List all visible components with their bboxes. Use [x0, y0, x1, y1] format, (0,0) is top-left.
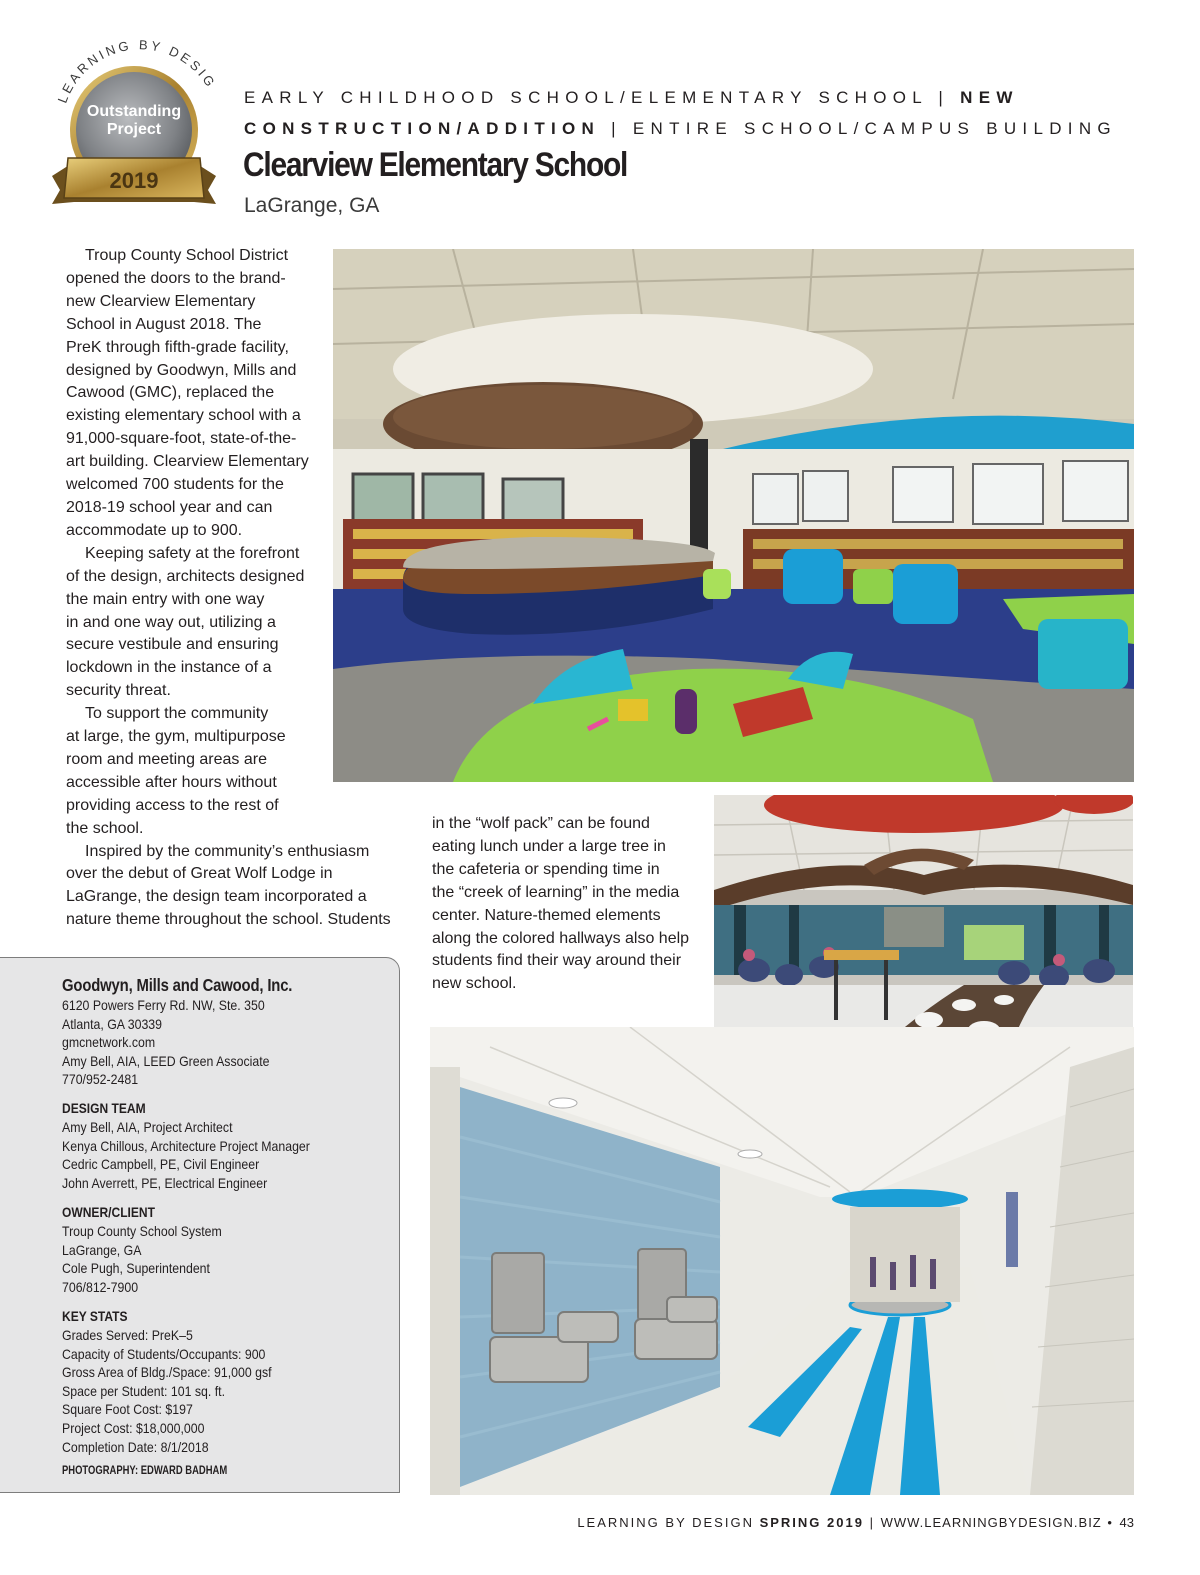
text-line: at large, the gym, multipurpose — [66, 728, 286, 746]
text-line: welcomed 700 students for the — [66, 476, 284, 494]
key-stats-heading: KEY STATS — [62, 1308, 128, 1324]
text-line: existing elementary school with a — [66, 407, 301, 425]
text-line: LaGrange, the design team incorporated a — [66, 888, 367, 906]
article-column-2 — [432, 813, 704, 996]
stat-line: Square Foot Cost: $197 — [62, 1401, 193, 1418]
firm-phone: 770/952-2481 — [62, 1071, 139, 1088]
article-location: LaGrange, GA — [244, 194, 380, 217]
category-regular-2: | ENTIRE SCHOOL/CAMPUS BUILDING — [600, 119, 1117, 138]
firm-city: Atlanta, GA 30339 — [62, 1015, 163, 1032]
team-member: Kenya Chillous, Architecture Project Manager — [62, 1137, 310, 1154]
text-line: the school. — [66, 819, 144, 837]
text-line: Inspired by the community’s enthusiasm — [85, 842, 370, 860]
text-line: secure vestibule and ensuring — [66, 636, 279, 654]
hallway-photo — [430, 1027, 1134, 1495]
category-bold-1: NEW — [960, 88, 1019, 107]
text-line: in and one way out, utilizing a — [66, 613, 276, 631]
owner-list — [62, 1222, 222, 1296]
stat-line: Completion Date: 8/1/2018 — [62, 1438, 209, 1455]
badge-label-2: Project — [106, 121, 162, 138]
text-line: new Clearview Elementary — [66, 292, 256, 310]
owner-line: LaGrange, GA — [62, 1241, 142, 1258]
stat-line: Grades Served: PreK–5 — [62, 1327, 193, 1343]
text-line: School in August 2018. The — [66, 315, 262, 333]
owner-line: Cole Pugh, Superintendent — [62, 1260, 210, 1277]
award-badge — [44, 34, 224, 214]
stat-line: Capacity of Students/Occupants: 900 — [62, 1345, 266, 1362]
footer-publication: LEARNING BY DESIGN — [577, 1515, 760, 1530]
text-line: To support the community — [85, 705, 269, 723]
stat-line: Project Cost: $18,000,000 — [62, 1419, 205, 1436]
text-line: accessible after hours without — [66, 773, 277, 791]
design-team-list — [62, 1118, 310, 1192]
key-stats-list — [62, 1326, 272, 1456]
text-line: providing access to the rest of — [66, 796, 279, 814]
category-line-2 — [244, 119, 1117, 139]
article-title: Clearview Elementary School — [243, 146, 628, 184]
category-line-1 — [244, 88, 1019, 108]
text-line: PreK through fifth-grade facility, — [66, 338, 289, 356]
owner-heading: OWNER/CLIENT — [62, 1204, 155, 1220]
page-footer — [577, 1515, 1134, 1530]
text-line: Troup County School District — [85, 247, 289, 264]
text-line: center. Nature-themed elements — [432, 906, 661, 924]
text-line: security threat. — [66, 682, 171, 700]
text-line: of the design, architects designed — [66, 567, 305, 585]
text-line: eating lunch under a large tree in — [432, 837, 666, 855]
text-line: over the debut of Great Wolf Lodge in — [66, 865, 333, 883]
text-line: 91,000-square-foot, state-of-the- — [66, 430, 297, 448]
owner-line: Troup County School System — [62, 1223, 222, 1239]
page-number: 43 — [1119, 1515, 1134, 1530]
text-line: accommodate up to 900. — [66, 521, 243, 539]
text-line: the main entry with one way — [66, 590, 265, 608]
text-line: Cawood (GMC), replaced the — [66, 384, 275, 402]
badge-arc-text: LEARNING BY DESIG — [54, 37, 220, 106]
firm-name: Goodwyn, Mills and Cawood, Inc. — [62, 975, 293, 995]
text-line: art building. Clearview Elementary — [66, 453, 309, 471]
firm-address: 6120 Powers Ferry Rd. NW, Ste. 350 — [62, 997, 265, 1013]
badge-year: 2019 — [109, 168, 159, 193]
firm-contact: Amy Bell, AIA, LEED Green Associate — [62, 1052, 270, 1069]
team-member: Amy Bell, AIA, Project Architect — [62, 1119, 233, 1135]
text-line: opened the doors to the brand- — [66, 269, 286, 287]
footer-separator: | — [863, 1515, 881, 1530]
text-line: students find their way around their — [432, 952, 682, 970]
category-regular-1: EARLY CHILDHOOD SCHOOL/ELEMENTARY SCHOOL | — [244, 88, 961, 107]
firm-details — [62, 996, 269, 1089]
footer-issue: SPRING 2019 — [759, 1515, 864, 1530]
text-line: along the colored hallways also help — [432, 929, 690, 947]
firm-website: gmcnetwork.com — [62, 1034, 156, 1051]
text-line: new school. — [432, 975, 517, 993]
text-line: Keeping safety at the forefront — [85, 544, 300, 562]
text-line: the “creek of learning” in the media — [432, 883, 680, 901]
team-member: John Averrett, PE, Electrical Engineer — [62, 1174, 268, 1191]
footer-bullet: • — [1101, 1515, 1120, 1530]
design-team-heading: DESIGN TEAM — [62, 1100, 146, 1116]
text-line: room and meeting areas are — [66, 750, 267, 768]
text-line: designed by Goodwyn, Mills and — [66, 361, 297, 379]
text-line: in the “wolf pack” can be found — [432, 815, 650, 832]
category-bold-2: CONSTRUCTION/ADDITION — [244, 119, 601, 138]
stat-line: Gross Area of Bldg./Space: 91,000 gsf — [62, 1364, 272, 1381]
team-member: Cedric Campbell, PE, Civil Engineer — [62, 1156, 260, 1173]
text-line: the cafeteria or spending time in — [432, 860, 660, 878]
text-line: lockdown in the instance of a — [66, 659, 272, 677]
stat-line: Space per Student: 101 sq. ft. — [62, 1382, 226, 1399]
text-line: 2018-19 school year and can — [66, 498, 273, 516]
badge-label-1: Outstanding — [86, 103, 182, 120]
library-photo — [333, 249, 1134, 782]
photo-credit: PHOTOGRAPHY: EDWARD BADHAM — [62, 1465, 228, 1477]
owner-line: 706/812-7900 — [62, 1278, 139, 1295]
footer-url: WWW.LEARNINGBYDESIGN.BIZ — [880, 1515, 1102, 1530]
text-line: nature theme throughout the school. Students — [66, 911, 391, 929]
